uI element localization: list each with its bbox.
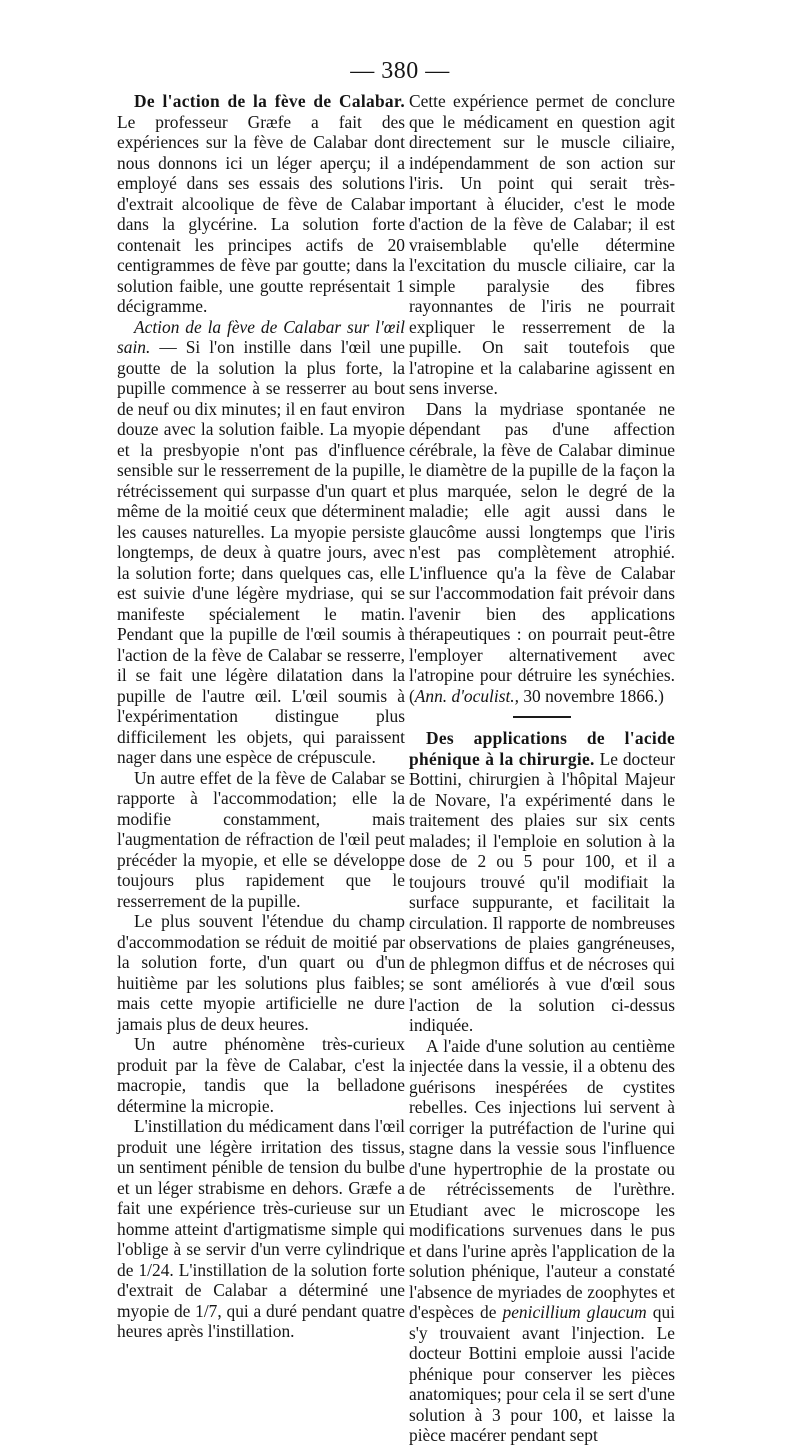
page-number: — 380 —	[350, 58, 450, 84]
paragraph-text: A l'aide d'une solution au centième injectée dans la vessie, il a obtenu des guérisons inespérées de cystites rebelles. Ces injections lui servent à corriger la putréfaction de l'urine qui stagne dans la vessie sous l'influence d'une hypertrophie de la prostate ou de rétrécissements de l'urèthre. Etudiant avec le microscope les modifications survenues dans le pus et dans l'urine après l'application de la solution phénique, l'auteur a constaté l'absence de myriades de zoophytes et d'espèces de	[409, 1035, 675, 1322]
citation: Ann. d'oculist.,	[414, 685, 519, 706]
paragraph-text: — Si l'on instille dans l'œil une goutte de la solution la plus forte, la pupille commence à se resserrer au bout de neuf ou dix minutes; il en faut environ douze avec la solution faible. La myopie et la presbyopie n'ont pas d'influence sensible sur le resserrement de la pupille, rétrécissement qui surpasse d'un quart et même de la moitié ceux que déterminent les causes naturelles. La myopie persiste longtemps, de deux à quatre jours, avec la solution forte; dans quelques cas, elle est suivie d'une légère mydriase, qui se manifeste spécialement le matin. Pendant que la pupille de l'œil soumis à l'action de la fève de Calabar se resserre, il se fait une légère dilatation dans la pupille de l'autre œil. L'œil soumis à l'expérimentation distingue plus difficilement les objets, qui paraissent nager dans une espèce de crépuscule.	[117, 337, 405, 767]
paragraph-text: 30 novembre 1866.)	[519, 685, 664, 706]
paragraph: Un autre effet de la fève de Calabar se rapporte à l'accommodation; elle la modifie constamment, mais l'augmentation de réfraction de l'œil peut précéder la myopie, et elle se développe toujours plus rapidement que le resserrement de la pupille.	[117, 767, 405, 911]
left-column	[117, 91, 405, 1342]
article-heading: De l'action de la fève de Calabar.	[134, 91, 405, 111]
paragraph-text: qui s'y trouvaient avant l'injection. Le docteur Bottini emploie aussi l'acide phénique pour conserver les pièces anatomiques; pour cela il se sert d'une solution à 3 pour 100, et laisse la pièce macérer pendant sept	[409, 1302, 675, 1445]
paragraph: L'instillation du médicament dans l'œil produit une légère irritation des tissus, un sentiment pénible de tension du bulbe et un léger strabisme en dehors. Græfe a fait une expérience très-curieuse sur un homme atteint d'artigmatisme simple qui l'oblige à se servir d'un verre cylindrique de 1/24. L'instillation de la solution forte d'extrait de Calabar a déterminé une myopie de 1/7, qui a duré pendant quatre heures après l'instillation.	[117, 1116, 405, 1341]
paragraph-text: Le professeur Græfe a fait des expériences sur la fève de Calabar dont nous donnons ici un léger aperçu; il a employé dans ses essais des solutions d'extrait alcoolique de fève de Calabar dans la glycérine. La solution forte contenait les principes actifs de 20 centigrammes de fève par goutte; dans la solution faible, une goutte représentait 1 décigramme.	[117, 111, 405, 316]
paragraph-text: Dans la mydriase spontanée ne dépendant pas d'une affection cérébrale, la fève de Calabar diminue le diamètre de la pupille de la façon la plus marquée, selon le degré de la maladie; elle agit aussi dans le glaucôme aussi longtemps que l'iris n'est pas complètement atrophié. L'influence qu'a la fève de Calabar sur l'accommodation fait prévoir dans l'avenir bien des applications thérapeutiques : on pourrait peut-être l'employer alternativement avec l'atropine pour détruire les synéchies. (	[409, 398, 675, 706]
italic-subheading: Action de la fève de Calabar sur l'œil sain.	[117, 316, 405, 357]
paragraph: Un autre phénomène très-curieux produit par la fève de Calabar, c'est la macropie, tandis que la belladone détermine la micropie.	[117, 1034, 405, 1116]
paragraph	[117, 91, 405, 317]
article-heading: Des applications de l'acide phénique à la chirurgie.	[409, 728, 675, 769]
paragraph	[409, 1036, 675, 1446]
paragraph-text: Le docteur Bottini, chirurgien à l'hôpital Majeur de Novare, l'a expérimenté dans le traitement des plaies sur six cents malades; il l'emploie en solution à la dose de 2 ou 5 pour 100, et il a toujours trouvé qu'il modifiait la surface suppurante, et facilitait la circulation. Il rapporte de nombreuses observations de plaies gangréneuses, de phlegmon diffus et de nécroses qui se sont améliorés à vue d'œil sous l'action de la solution ci-dessus indiquée.	[409, 748, 675, 1035]
section-divider	[513, 716, 571, 718]
italic-term: penicillium glaucum	[502, 1302, 647, 1322]
right-column	[409, 91, 675, 1446]
paragraph: Cette expérience permet de conclure que le médicament en question agit directement sur le muscle ciliaire, indépendamment de son action sur l'iris. Un point qui serait très-important à élucider, c'est le mode d'action de la fève de Calabar; il est vraisemblable qu'elle détermine l'excitation du muscle ciliaire, car la simple paralysie des fibres rayonnantes de l'iris ne pourrait expliquer le resserrement de la pupille. On sait toutefois que l'atropine et la calabarine agissent en sens inverse.	[409, 91, 675, 398]
paragraph: Le plus souvent l'étendue du champ d'accommodation se réduit de moitié par la solution forte, d'un quart ou d'un huitième par les solutions plus faibles; mais cette myopie artificielle ne dure jamais plus de deux heures.	[117, 911, 405, 1034]
paragraph	[409, 399, 675, 707]
paragraph	[117, 317, 405, 768]
paragraph	[409, 728, 675, 1036]
